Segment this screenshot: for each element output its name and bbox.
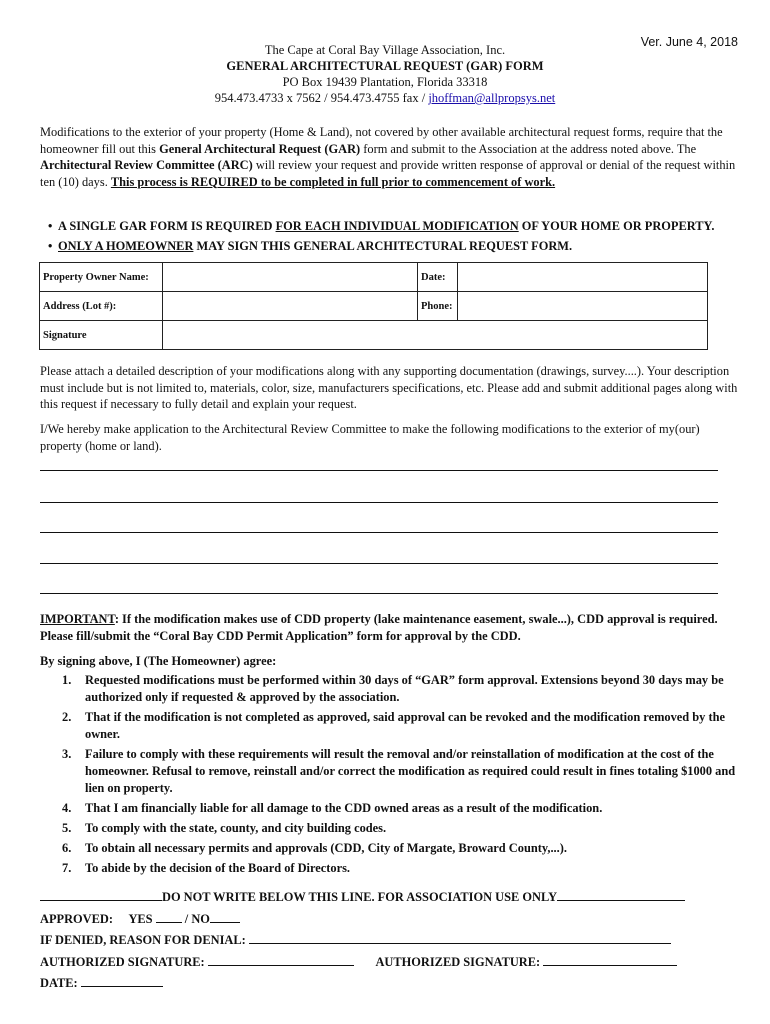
- item-text: Requested modifications must be performed within 30 days of “GAR” form approval. Extensions beyond 30 days may be authorized only if requested & approved by the association.: [85, 673, 724, 704]
- denial-reason-row: [40, 930, 740, 952]
- denial-reason-label: IF DENIED, REASON FOR DENIAL:: [40, 933, 246, 947]
- bullet-dot-icon: •: [48, 239, 53, 253]
- version-label: Ver. June 4, 2018: [640, 35, 738, 49]
- association-date-blank[interactable]: [81, 974, 163, 987]
- list-item: [40, 820, 740, 837]
- attach-instructions: Please attach a detailed description of your modifications along with any supporting documentation (drawings, survey....). Your description must include but is not limited to, materials, color, size, manufacturers specifications, etc. Please add and submit additional pages along with this request if necessary to fully detail and explain your request.: [40, 364, 738, 411]
- description-line[interactable]: [40, 564, 718, 595]
- yes-label: YES: [128, 911, 153, 926]
- intro-text-1: Modifications to the exterior of your property (Home & Land), not covered by other available architectural request forms, require that the homeowner fill out this: [40, 125, 723, 156]
- list-item: [40, 800, 740, 817]
- owner-info-table: [39, 262, 708, 350]
- phone-fax: 954.473.4733 x 7562 / 954.473.4755 fax /: [214, 91, 429, 105]
- intro-paragraph: [40, 124, 740, 190]
- important-notice: [40, 611, 740, 645]
- bullet-2-underlined: ONLY A HOMEOWNER: [58, 239, 194, 253]
- important-label: IMPORTANT: [40, 612, 115, 626]
- phone-label: Phone:: [418, 292, 458, 321]
- signature-row: [40, 952, 740, 974]
- no-label: / NO: [184, 911, 210, 926]
- mailing-address: PO Box 19439 Plantation, Florida 33318: [282, 75, 488, 89]
- description-line[interactable]: [40, 503, 718, 534]
- item-number: 1.: [62, 673, 72, 687]
- item-text: To obtain all necessary permits and approvals (CDD, City of Margate, Broward County,...).: [85, 841, 567, 855]
- bullet-homeowner-sign: [48, 236, 748, 256]
- signature-label: Signature: [40, 321, 163, 350]
- intro-gar-term: General Architectural Request (GAR): [159, 141, 361, 156]
- form-title: GENERAL ARCHITECTURAL REQUEST (GAR) FORM: [226, 59, 544, 73]
- form-header: [0, 42, 770, 106]
- list-item: [40, 709, 740, 743]
- address-field[interactable]: [163, 292, 418, 321]
- item-number: 3.: [62, 747, 72, 761]
- contact-line: [0, 90, 770, 106]
- modification-description-lines[interactable]: [40, 470, 718, 594]
- date-label: Date:: [418, 263, 458, 292]
- description-line[interactable]: [40, 472, 718, 503]
- authorized-signature-blank-2[interactable]: [543, 953, 677, 966]
- bullet-dot-icon: •: [48, 219, 53, 233]
- association-use-divider: [40, 887, 740, 909]
- agreement-intro: By signing above, I (The Homeowner) agree:: [40, 654, 277, 668]
- item-number: 5.: [62, 821, 72, 835]
- item-text: That if the modification is not completed as approved, said approval can be revoked and the modification removed by the owner.: [85, 710, 725, 741]
- no-blank[interactable]: [210, 910, 240, 923]
- denial-reason-blank[interactable]: [249, 931, 671, 944]
- bullet-single-form: [48, 216, 748, 236]
- description-line[interactable]: [40, 533, 718, 564]
- authorized-signature-label-1: AUTHORIZED SIGNATURE:: [40, 954, 205, 969]
- bullet-1-underlined: FOR EACH INDIVIDUAL MODIFICATION: [275, 219, 519, 233]
- application-statement: I/We hereby make application to the Architectural Review Committee to make the following modifications to the exterior of my(our) property (home or land).: [40, 422, 700, 453]
- item-text: Failure to comply with these requirements will result the removal and/or reinstallation of modification at the cost of the homeowner. Refusal to remove, reinstall and/or correct the modification as required could result in fines totaling $1000 and lien on property.: [85, 747, 736, 795]
- date-row: [40, 973, 740, 995]
- list-item: [40, 840, 740, 857]
- intro-text-3: will review your request and provide written response of approval or denial of the request within ten (10) days.: [40, 158, 736, 189]
- owner-name-label: Property Owner Name:: [40, 263, 163, 292]
- item-number: 7.: [62, 861, 72, 875]
- intro-text-2: form and submit to the Association at the address noted above. The: [360, 141, 697, 156]
- bullet-1-pre: A SINGLE GAR FORM IS REQUIRED: [58, 219, 276, 233]
- phone-field[interactable]: [458, 292, 708, 321]
- email-link[interactable]: jhoffman@allpropsys.net: [428, 91, 556, 105]
- divider-line-left: [40, 888, 162, 901]
- important-text: : If the modification makes use of CDD property (lake maintenance easement, swale...), CDD approval is required. Please fill/submit the “Coral Bay CDD Permit Application” form for approval by the CDD.: [40, 612, 718, 643]
- list-item: [40, 860, 740, 877]
- signature-field[interactable]: [163, 321, 708, 350]
- intro-arc-term: Architectural Review Committee (ARC): [40, 158, 253, 172]
- association-date-label: DATE:: [40, 976, 78, 990]
- approval-row: [40, 909, 740, 931]
- do-not-write-label: DO NOT WRITE BELOW THIS LINE. FOR ASSOCIATION USE ONLY: [162, 890, 558, 904]
- item-text: To comply with the state, county, and city building codes.: [85, 821, 387, 835]
- bullet-2-post: MAY SIGN THIS GENERAL ARCHITECTURAL REQUEST FORM.: [193, 239, 573, 253]
- list-item: [40, 746, 740, 797]
- item-text: That I am financially liable for all damage to the CDD owned areas as a result of the modification.: [85, 801, 603, 815]
- date-field[interactable]: [458, 263, 708, 292]
- association-use-section: [40, 887, 740, 995]
- association-name: The Cape at Coral Bay Village Association, Inc.: [264, 43, 506, 57]
- yes-blank[interactable]: [156, 910, 182, 923]
- authorized-signature-label-2: AUTHORIZED SIGNATURE:: [375, 954, 541, 969]
- intro-required-notice: This process is REQUIRED to be completed in full prior to commencement of work.: [110, 174, 556, 189]
- approved-label: APPROVED:: [40, 911, 113, 926]
- item-number: 6.: [62, 841, 72, 855]
- divider-line-right: [557, 888, 685, 901]
- item-number: 4.: [62, 801, 72, 815]
- item-number: 2.: [62, 710, 72, 724]
- list-item: [40, 672, 740, 706]
- address-label: Address (Lot #):: [40, 292, 163, 321]
- item-text: To abide by the decision of the Board of Directors.: [85, 861, 351, 875]
- authorized-signature-blank-1[interactable]: [208, 953, 354, 966]
- agreement-section: [40, 653, 740, 880]
- requirements-bullets: [48, 216, 748, 256]
- owner-name-field[interactable]: [163, 263, 418, 292]
- agreement-list: [40, 672, 740, 877]
- bullet-1-post: OF YOUR HOME OR PROPERTY.: [518, 219, 715, 233]
